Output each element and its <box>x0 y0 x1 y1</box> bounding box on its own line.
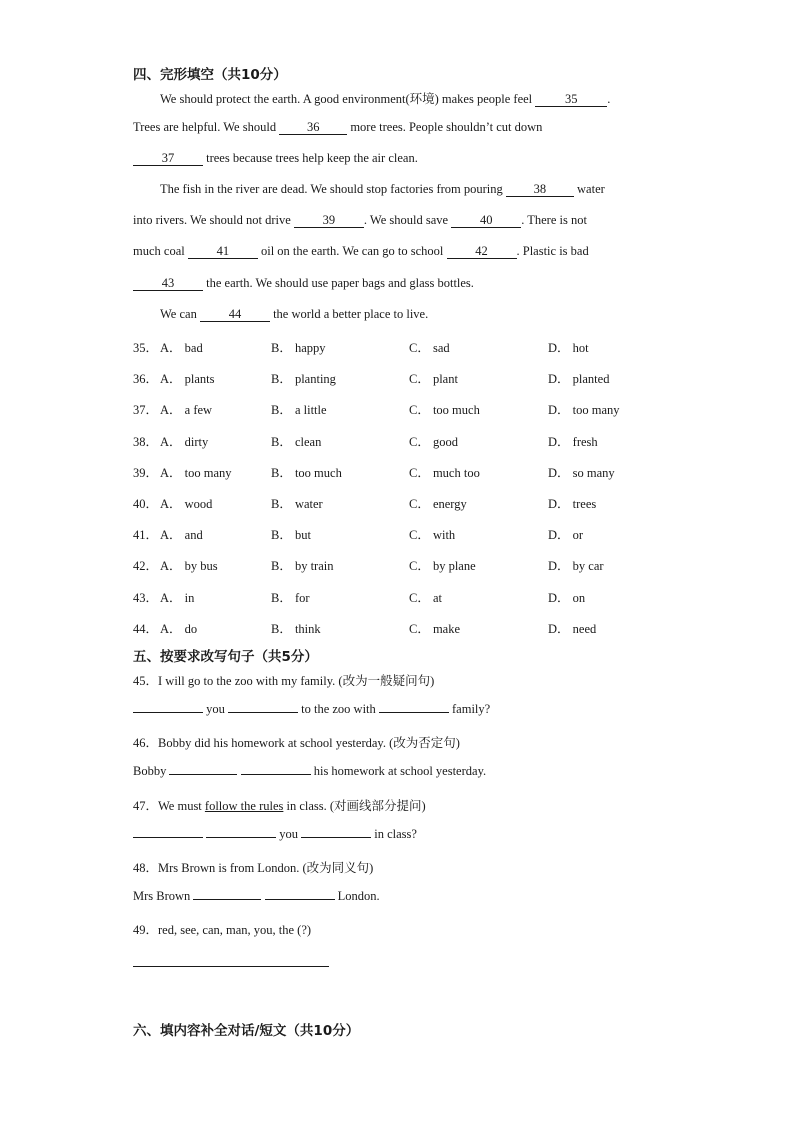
answer-text: in class? <box>371 827 417 841</box>
option-b[interactable]: B． by train <box>271 559 334 573</box>
option-a[interactable]: A． a few <box>160 403 213 417</box>
q47-answer-line <box>133 827 417 842</box>
option-d[interactable]: D． need <box>548 622 597 636</box>
q46-prompt: 46．Bobby did his homework at school yesterday. (改为否定句) <box>133 736 460 750</box>
option-c[interactable]: C． too much <box>409 403 480 417</box>
option-a[interactable]: A． dirty <box>160 435 209 449</box>
question-number: 39． <box>133 466 159 480</box>
question-number: 36． <box>133 372 159 386</box>
answer-blank[interactable] <box>133 712 203 713</box>
answer-text: family? <box>448 702 491 716</box>
prompt-text: in class. (对画线部分提问) <box>283 799 426 813</box>
cloze-text: . We should save <box>363 213 452 227</box>
option-c[interactable]: C． plant <box>409 372 458 386</box>
prompt-text: 47．We must <box>133 799 205 813</box>
cloze-text: into rivers. We should not drive <box>133 213 294 227</box>
blank-35[interactable]: 35 <box>535 93 607 107</box>
q48-answer-line <box>133 889 380 904</box>
answer-blank[interactable] <box>133 837 203 838</box>
section5-title: 五、按要求改写句子（共5分） <box>133 649 318 665</box>
option-a[interactable]: A． too many <box>160 466 232 480</box>
cloze-text: Trees are helpful. We should <box>133 120 280 134</box>
question-number: 41． <box>133 528 159 542</box>
blank-36[interactable]: 36 <box>279 121 347 135</box>
option-c[interactable]: C． at <box>409 591 442 605</box>
option-a[interactable]: A． and <box>160 528 203 542</box>
answer-blank[interactable] <box>169 774 237 775</box>
answer-blank[interactable] <box>193 899 261 900</box>
question-number: 38． <box>133 435 159 449</box>
cloze-text: the world a better place to live. <box>269 307 429 321</box>
cloze-text: The fish in the river are dead. We should stop factories from pouring <box>160 182 506 196</box>
answer-blank[interactable] <box>241 774 311 775</box>
question-number: 42． <box>133 559 159 573</box>
option-c[interactable]: C． much too <box>409 466 480 480</box>
underlined-phrase: follow the rules <box>204 799 284 813</box>
section6-title: 六、填内容补全对话/短文（共10分） <box>133 1023 360 1039</box>
cloze-p1-line2 <box>133 120 542 135</box>
answer-text: Bobby <box>133 764 170 778</box>
q48-prompt: 48．Mrs Brown is from London. (改为同义句) <box>133 861 374 875</box>
q45-prompt: 45．I will go to the zoo with my family. (改为一般疑问句) <box>133 674 435 688</box>
option-b[interactable]: B． but <box>271 528 311 542</box>
option-a[interactable]: A． by bus <box>160 559 218 573</box>
cloze-p2-line3 <box>133 244 589 259</box>
cloze-text: more trees. People shouldn’t cut down <box>347 120 543 134</box>
question-number: 35． <box>133 341 159 355</box>
option-b[interactable]: B． think <box>271 622 321 636</box>
option-b[interactable]: B． a little <box>271 403 327 417</box>
option-d[interactable]: D． too many <box>548 403 620 417</box>
q49-answer-line[interactable] <box>133 966 329 967</box>
option-a[interactable]: A． in <box>160 591 195 605</box>
q45-answer-line <box>133 702 490 717</box>
option-b[interactable]: B． clean <box>271 435 322 449</box>
question-number: 37． <box>133 403 159 417</box>
cloze-text: . There is not <box>521 213 587 227</box>
answer-text: you <box>276 827 302 841</box>
q46-answer-line <box>133 764 486 779</box>
option-d[interactable]: D． or <box>548 528 584 542</box>
option-d[interactable]: D． planted <box>548 372 610 386</box>
cloze-text: trees because trees help keep the air clean. <box>203 151 418 165</box>
q47-prompt <box>133 796 426 814</box>
cloze-p2-line2 <box>133 213 587 228</box>
cloze-text: much coal <box>133 244 188 258</box>
blank-44[interactable]: 44 <box>200 308 270 322</box>
answer-text: his homework at school yesterday. <box>310 764 487 778</box>
option-c[interactable]: C． make <box>409 622 461 636</box>
blank-40[interactable]: 40 <box>451 214 521 228</box>
option-d[interactable]: D． on <box>548 591 586 605</box>
option-d[interactable]: D． fresh <box>548 435 598 449</box>
cloze-text: . Plastic is bad <box>516 244 589 258</box>
cloze-text: water <box>573 182 605 196</box>
option-a[interactable]: A． bad <box>160 341 203 355</box>
option-b[interactable]: B． too much <box>271 466 342 480</box>
option-d[interactable]: D． hot <box>548 341 589 355</box>
option-c[interactable]: C． sad <box>409 341 450 355</box>
question-number: 43． <box>133 591 159 605</box>
option-c[interactable]: C． energy <box>409 497 467 511</box>
option-d[interactable]: D． by car <box>548 559 604 573</box>
answer-text: Mrs Brown <box>133 889 194 903</box>
cloze-text: We can <box>160 307 200 321</box>
blank-42[interactable]: 42 <box>447 245 517 259</box>
cloze-p2-line1 <box>160 182 605 197</box>
blank-43[interactable]: 43 <box>133 277 203 291</box>
answer-text: to the zoo with <box>298 702 379 716</box>
blank-39[interactable]: 39 <box>294 214 364 228</box>
answer-blank[interactable] <box>265 899 335 900</box>
cloze-text: . <box>607 92 611 106</box>
cloze-text: We should protect the earth. A good environment(环境) makes people feel <box>160 92 536 106</box>
option-b[interactable]: B． water <box>271 497 323 511</box>
cloze-p1-line1 <box>160 89 610 107</box>
question-number: 40． <box>133 497 159 511</box>
answer-blank[interactable] <box>301 837 371 838</box>
option-c[interactable]: C． by plane <box>409 559 476 573</box>
section4-title: 四、完形填空（共10分） <box>133 67 287 83</box>
q49-prompt: 49．red, see, can, man, you, the (?) <box>133 923 312 937</box>
answer-text: London. <box>334 889 380 903</box>
option-b[interactable]: B． for <box>271 591 310 605</box>
answer-text: you <box>203 702 228 716</box>
cloze-text: oil on the earth. We can go to school <box>257 244 447 258</box>
answer-blank[interactable] <box>228 712 298 713</box>
cloze-p3-line1 <box>160 307 428 322</box>
option-b[interactable]: B． happy <box>271 341 326 355</box>
option-a[interactable]: A． plants <box>160 372 215 386</box>
answer-blank[interactable] <box>379 712 449 713</box>
cloze-text: the earth. We should use paper bags and glass bottles. <box>203 276 474 290</box>
blank-37[interactable]: 37 <box>133 152 203 166</box>
option-b[interactable]: B． planting <box>271 372 336 386</box>
option-a[interactable]: A． do <box>160 622 198 636</box>
question-number: 44． <box>133 622 159 636</box>
answer-blank[interactable] <box>206 837 276 838</box>
cloze-p1-line3 <box>133 151 418 166</box>
option-a[interactable]: A． wood <box>160 497 213 511</box>
option-c[interactable]: C． with <box>409 528 456 542</box>
blank-41[interactable]: 41 <box>188 245 258 259</box>
cloze-p2-line4 <box>133 276 474 291</box>
blank-38[interactable]: 38 <box>506 183 574 197</box>
option-d[interactable]: D． trees <box>548 497 597 511</box>
option-d[interactable]: D． so many <box>548 466 615 480</box>
option-c[interactable]: C． good <box>409 435 458 449</box>
